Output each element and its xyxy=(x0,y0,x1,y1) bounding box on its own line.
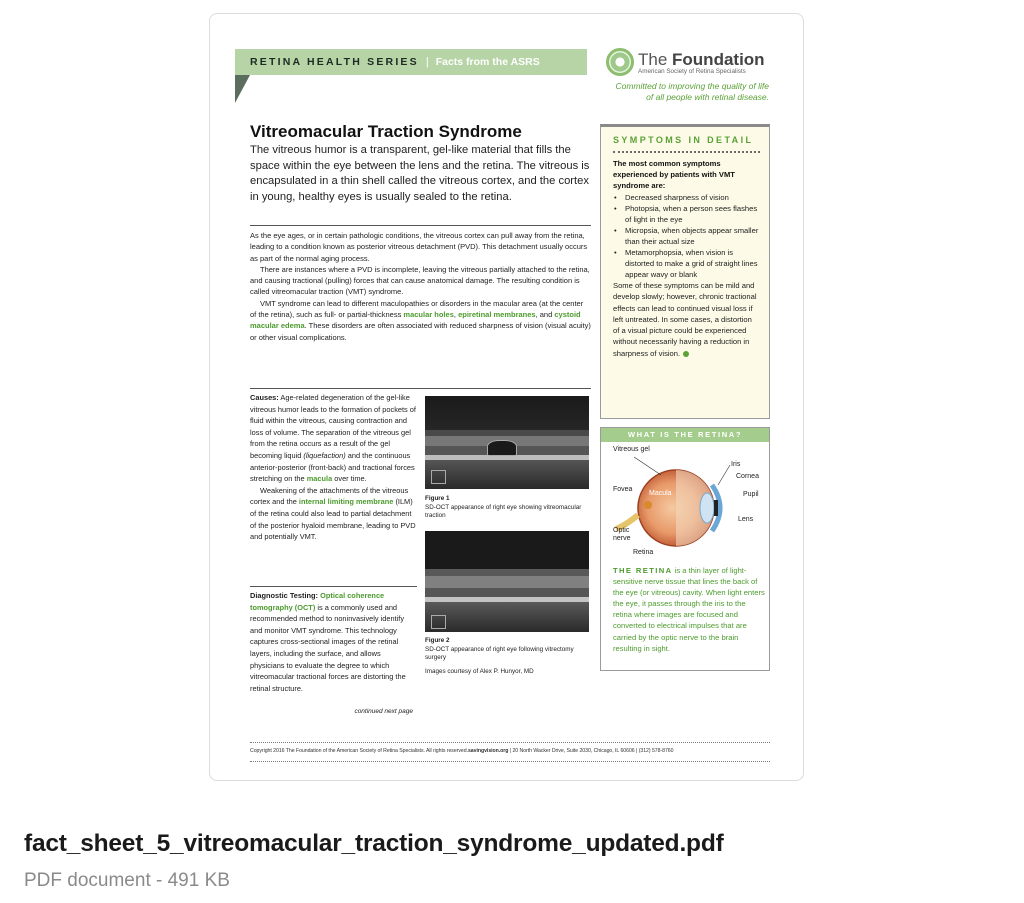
document-preview[interactable] xyxy=(209,13,804,781)
oct-figure-2-image xyxy=(425,531,589,632)
document-title: Vitreomacular Traction Syndrome xyxy=(250,122,522,141)
footer-divider xyxy=(250,742,770,743)
tagline: Committed to improving the quality of life of all people with retinal disease. xyxy=(615,81,769,102)
link-savingvision[interactable]: savingvision.org xyxy=(467,748,509,754)
oct-figure-1-image xyxy=(425,396,589,489)
label-iris: Iris xyxy=(731,461,741,468)
label-pupil: Pupil xyxy=(743,491,759,498)
symptoms-intro: The most common symptoms experienced by patients with VMT syndrome are: xyxy=(613,159,735,190)
brand-subtitle: American Society of Retina Specialists xyxy=(638,68,746,75)
link-cystoid-macular-edema[interactable]: cystoid macular edema xyxy=(250,310,581,331)
copyright-line: Copyright 2016 The Foundation of the American Society of Retina Specialists. All rights reserved.savingvision.org | 20 North Wacker Drive, Suite 2030, Chicago, IL 60606 | (312) 578-8760 xyxy=(250,748,674,754)
symptoms-panel xyxy=(600,124,770,419)
causes-section: Causes: Age-related degeneration of the gel-like vitreous humor leads to the formation of pockets of fluid within the vitreous, causing contraction and loss of volume. The separation of the vitreous gel from the retina occurs as a result of the gel becoming liquid (liquefaction) and the continuous anterior-posterior (front-back) and tractional forces stretching on the macula over time. Weakening of the attachments of the vitreous cortex and the internal limiting membrane (ILM) of the retina could also lead to partial detachment of the posterior hyaloid membrane, leading to PVD and potentially VMT. xyxy=(250,393,416,542)
divider xyxy=(250,586,417,587)
divider xyxy=(250,225,591,226)
link-macular-holes[interactable]: macular holes xyxy=(403,310,454,320)
label-fovea: Fovea xyxy=(613,486,633,493)
diagnostic-label: Diagnostic Testing: xyxy=(250,591,319,600)
series-banner xyxy=(235,49,587,75)
retina-heading: WHAT IS THE RETINA? xyxy=(601,428,769,442)
diagnostic-section: Diagnostic Testing: Optical coherence tomography (OCT) is a commonly used and recommended method to noninvasively identify and monitor VMT syndrome. This technology captures cross-sectional images of the retinal layers, including the surface, and allows physicians to evaluate the degree to which vitreomacular tractional forces are distorting the retinal structure. xyxy=(250,591,406,693)
label-retina: Retina xyxy=(633,549,654,556)
series-subtitle: Facts from the ASRS xyxy=(435,56,540,68)
end-mark-icon xyxy=(683,351,689,357)
footer-divider xyxy=(250,761,770,762)
image-credit: Images courtesy of Alex P. Hunyor, MD xyxy=(425,668,534,675)
continued-note: continued next page xyxy=(354,708,413,715)
symptoms-summary: Some of these symptoms can be mild and develop slowly; however, chronic tractional effects can lead to continued visual loss if left untreated. In some cases, a distortion of a visual picture could be experienced without necessarily having a reduction in sharpness of vision. xyxy=(613,281,757,358)
link-macula[interactable]: macula xyxy=(306,474,333,484)
foundation-logo-icon xyxy=(606,48,634,76)
series-label: RETINA HEALTH SERIES xyxy=(250,56,419,68)
label-lens: Lens xyxy=(738,516,754,523)
symptoms-heading: SYMPTOMS IN DETAIL xyxy=(613,135,754,145)
eye-anatomy-diagram xyxy=(606,445,766,563)
divider xyxy=(250,388,591,389)
retina-panel xyxy=(600,427,770,671)
figure-1-caption: Figure 1 SD-OCT appearance of right eye showing vitreomacular traction xyxy=(425,495,582,519)
brand-name: The Foundation xyxy=(638,50,765,69)
list-item: • Decreased sharpness of vision xyxy=(613,192,760,203)
file-name: fact_sheet_5_vitreomacular_traction_syndrome_updated.pdf xyxy=(24,830,724,857)
body-paragraph: There are instances where a PVD is incomplete, leaving the vitreous partially attached to the retina, and causing tractional (pulling) forces that can cause anatomical damage. The resulting condition is called vitreomacular traction (VMT) syndrome. xyxy=(250,264,590,297)
retina-description: THE RETINA is a thin layer of light-sensitive nerve tissue that lines the back of the eye (or vitreous) cavity. When light enters the eye, it passes through the iris to the retina where images are focused and converted to electrical impulses that are carried by the optic nerve to the brain resulting in sight. xyxy=(613,566,765,653)
causes-label: Causes: xyxy=(250,393,279,402)
banner-tail xyxy=(235,75,250,103)
lede-paragraph: The vitreous humor is a transparent, gel-like material that fills the space within the eye between the lens and the retina. The vitreous is encapsulated in a thin shell called the vitreous cortex, and the cortex in young, healthy eyes is usually sealed to the retina. xyxy=(250,144,590,203)
list-item: • Photopsia, when a person sees flashes of light in the eye xyxy=(613,203,760,225)
label-vitreous-gel: Vitreous gel xyxy=(613,446,650,453)
link-internal-limiting-membrane[interactable]: internal limiting membrane xyxy=(298,497,394,507)
file-meta: PDF document - 491 KB xyxy=(24,870,230,891)
link-epiretinal-membranes[interactable]: epiretinal membranes xyxy=(458,310,536,320)
label-macula: Macula xyxy=(649,490,672,497)
list-item: • Metamorphopsia, when vision is distorted to make a grid of straight lines appear wavy or blank xyxy=(613,247,760,280)
list-item: • Micropsia, when objects appear smaller than their actual size xyxy=(613,225,760,247)
body-paragraph: VMT syndrome can lead to different maculopathies or disorders in the macular area (at the center of the retina), such as full- or partial-thickness macular holes, epiretinal membranes, and cystoid macular edema. These disorders are often associated with reduced sharpness of vision (visual acuity) or other visual complications. xyxy=(250,298,591,342)
label-cornea: Cornea xyxy=(736,473,759,480)
figure-2-caption: Figure 2 SD-OCT appearance of right eye following vitrectomy surgery xyxy=(425,637,574,661)
label-optic-nerve: Optic nerve xyxy=(613,527,631,542)
link-oct[interactable]: Optical coherence tomography (OCT) xyxy=(250,591,385,612)
symptoms-list xyxy=(613,192,760,280)
body-text xyxy=(250,230,591,343)
body-paragraph: As the eye ages, or in certain pathologic conditions, the vitreous cortex can pull away from the retina, leading to a condition known as posterior vitreous detachment (PVD). This detachment usually occurs as part of the normal aging process. xyxy=(250,231,588,263)
series-separator: | xyxy=(425,56,429,68)
